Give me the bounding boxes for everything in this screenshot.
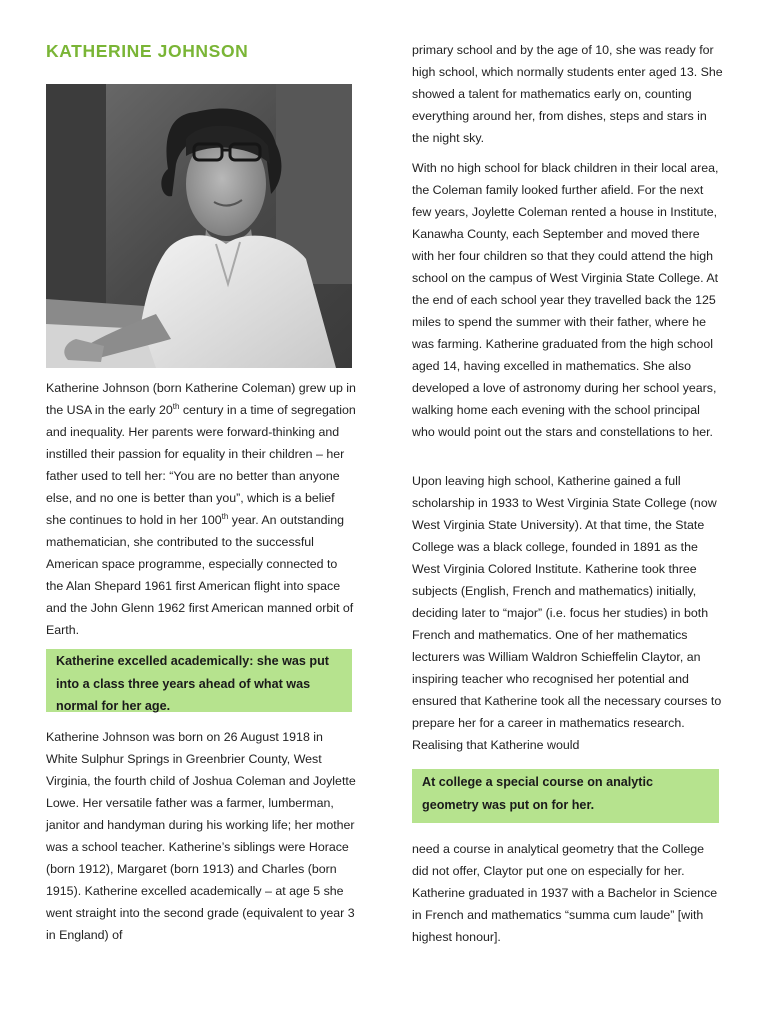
graduation-paragraph: need a course in analytical geometry that the College did not offer, Claytor put one on especially for her. Katherine graduated in 1937 with a Bachelor in Science in French and mathematics “summa cum laude” [with highest honour]. (412, 842, 718, 944)
primary-school-paragraph: primary school and by the age of 10, she was ready for high school, which normally students enter aged 13. She showed a talent for mathematics early on, counting everything around her, from dishes, steps and stars in the night sky. (412, 43, 723, 145)
highlight-callout-academics: Katherine excelled academically: she was put into a class three years ahead of what was normal for her age. (46, 649, 352, 712)
intro-paragraph: Katherine Johnson (born Katherine Coleman) grew up in the USA in the early 20th century in a time of segregation and inequality. Her parents were forward-thinking and instilled their passion for equality in their children – her father used to tell her: “You are no better than anyone else, and no one is better than you”, which is a belief she continues to hold in her 100th year. An outstanding mathematician, she contributed to the successful American space programme, especially connected to the Alan Shepard 1961 first American flight into space and the John Glenn 1962 first American manned orbit of Earth. (46, 381, 356, 637)
college-paragraph: Upon leaving high school, Katherine gained a full scholarship in 1933 to West Virginia State College (now West Virginia State University). At that time, the State College was a black college, founded in 1891 as the West Virginia Colored Institute. Katherine took three subjects (English, French and mathematics) initially, deciding later to “major” (i.e. focus her studies) in both French and mathematics. One of her mathematics lecturers was William Waldron Schieffelin Claytor, an inspiring teacher who recognised her potential and ensured that Katherine took all the necessary courses to prepare her for a career in mathematics research. Realising that Katherine would (412, 474, 722, 752)
early-life-paragraph: Katherine Johnson was born on 26 August 1918 in White Sulphur Springs in Greenbrier County, West Virginia, the fourth child of Joshua Coleman and Joylette Lowe. Her versatile father was a farmer, lumberman, janitor and handyman during his working life; her mother was a school teacher. Katherine’s siblings were Horace (born 1912), Margaret (born 1913) and Charles (born 1915). Katherine excelled academically – at age 5 she went straight into the second grade (equivalent to year 3 in England) of (46, 730, 356, 942)
high-school-paragraph: With no high school for black children in their local area, the Coleman family looked further afield. For the next few years, Joylette Coleman rented a house in Institute, Kanawha County, each September and moved there with her four children so that they could attend the high school on the campus of West Virginia State College. At the end of each school year they travelled back the 125 miles to spend the summer with their father, where he was farming. Katherine graduated from the high school aged 14, having excelled in mathematics. She also developed a love of astronomy during her school years, walking home each evening with the school principal who would point out the stars and constellations to her. (412, 161, 719, 439)
article-title: KATHERINE JOHNSON (46, 41, 249, 61)
portrait-photo (46, 84, 352, 368)
highlight-callout-geometry: At college a special course on analytic geometry was put on for her. (412, 769, 719, 823)
